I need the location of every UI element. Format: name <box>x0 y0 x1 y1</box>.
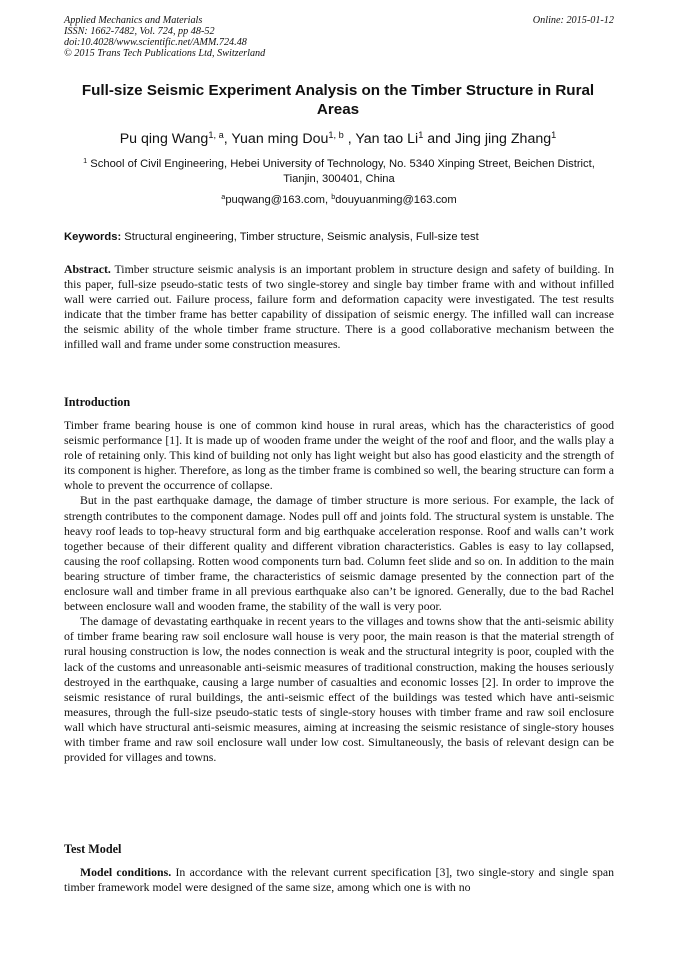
author-superscript: 1, b <box>328 129 344 140</box>
author-emails <box>64 193 614 208</box>
paragraph-text: In accordance with the relevant current specification [3], two single-story and single span timber framework model were designed of the same size, among which one is with no <box>64 865 614 895</box>
author-name: Yuan ming Dou <box>231 131 329 147</box>
author-name: Pu qing Wang <box>119 131 209 147</box>
paragraph: The damage of devastating earthquake in recent years to the villages and towns show that the anti-seismic ability of timber frame bearing raw soil enclosure wall house is very poor, the main reason is that the material strength of rural housing construction is low, the nodes connection is weak and the structural integrity is poor, coupled with the lack of the customs and unreasonable anti-seismic measures of traditional construction, making the houses seriously destroyed in the earthquake, causing a large number of casualties and economic losses [2]. In order to improve the seismic resistance of rural buildings, the anti-seismic effect of the buildings was tested which have anti-seismic measures, through the full-size pseudo-static tests of single-story houses with timber frame and raw soil enclosure wall which have structural anti-seismic measures, aiming at increasing the seismic resistance of single-story houses with timber frame and raw soil enclosure wall under low cost. Simultaneously, the basis of relevant design can be provided for villages and towns. <box>64 614 614 765</box>
keywords-label: Keywords: <box>64 231 122 243</box>
author-separator: , <box>343 131 356 147</box>
introduction-body <box>64 418 614 765</box>
author-separator: and <box>423 131 455 147</box>
subsection-label: Model conditions. <box>80 865 172 879</box>
test-model-body <box>64 865 614 895</box>
paragraph: Timber frame bearing house is one of common kind house in rural areas, which has the characteristics of good seismic performance [1]. It is made up of wooden frame under the weight of the roof and floor, and the walls play a role of retaining only. This kind of building not only has light weight but also has good elasticity and the strength of its component is higher. Therefore, as long as the timber frame is combined so well, the bearing structure can form a whole to prevent the occurrence of collapse. <box>64 418 614 493</box>
author-separator: , <box>223 131 232 147</box>
affiliation-superscript: 1 <box>83 156 88 165</box>
abstract-paragraph <box>64 262 614 353</box>
journal-name: Applied Mechanics and Materials <box>64 15 203 26</box>
author-affiliation <box>64 157 614 187</box>
journal-doi: doi:10.4028/www.scientific.net/AMM.724.48 <box>64 36 247 48</box>
paragraph: But in the past earthquake damage, the damage of timber structure is more serious. For example, the lack of strength contributes to the component damage. Nodes pull off and joints fold. The structural system is unstable. The heavy roof leads to top-heavy structural form and big earthquake acceleration response. Roof and walls can’t work together because of their different quality and different vibration characteristics. Gables is easy to lay collapsed, causing the roof collapsing. Rotten wood components turn bad. Column feet slide and so on. In addition to the main bearing structure of timber frame, the characteristics of seismic damage presented by the connection part of the enclosure wall and timber frame in all previous earthquake also can’t be ignored. Generally, due to the bad Rachel between enclosure wall and wooden frame, the stability of the wall is very poor. <box>64 493 614 614</box>
journal-issn: ISSN: 1662-7482, Vol. 724, pp 48-52 <box>64 25 215 37</box>
author-superscript: 1 <box>418 129 424 140</box>
email-separator: , <box>325 194 332 206</box>
abstract-label: Abstract. <box>64 262 111 276</box>
affiliation-text: School of Civil Engineering, Hebei University of Technology, No. 5340 Xinping Street, Beichen District, Tianjin, 300401, China <box>87 158 595 185</box>
email-superscript: a <box>221 192 226 201</box>
section-heading: Test Model <box>64 842 122 856</box>
author-list <box>40 130 636 148</box>
paper-title: Full-size Seismic Experiment Analysis on the Timber Structure in Rural Areas <box>81 82 595 118</box>
journal-copyright: © 2015 Trans Tech Publications Ltd, Switzerland <box>64 47 266 59</box>
online-date: Online: 2015-01-12 <box>532 15 614 26</box>
keywords-text: Structural engineering, Timber structure, Seismic analysis, Full-size test <box>121 231 479 243</box>
author-superscript: 1, a <box>208 129 224 140</box>
email-link[interactable]: puqwang@163.com <box>225 194 325 206</box>
author-superscript: 1 <box>551 129 557 140</box>
author-name: Jing jing Zhang <box>454 131 552 147</box>
email-superscript: b <box>331 192 336 201</box>
journal-header <box>64 16 265 60</box>
author-name: Yan tao Li <box>355 131 419 147</box>
email-link[interactable]: douyuanming@163.com <box>335 194 457 206</box>
section-heading: Introduction <box>64 395 131 409</box>
paragraph <box>64 865 614 895</box>
keywords <box>64 230 624 245</box>
abstract-text: Timber structure seismic analysis is an important problem in structure design and safety of building. In this paper, full-size pseudo-static tests of two single-storey and single bay timber frame with and without infilled wall were carried out. Failure process, failure form and deformation capacity were investigated. The test results indicate that the timber frame has better capability of dissipation of seismic energy. The infilled wall can increase the seismic ability of the whole timber frame structure. There is a good collaborative mechanism between the infilled wall and frame under some construction measures. <box>64 262 614 352</box>
abstract <box>64 262 614 353</box>
